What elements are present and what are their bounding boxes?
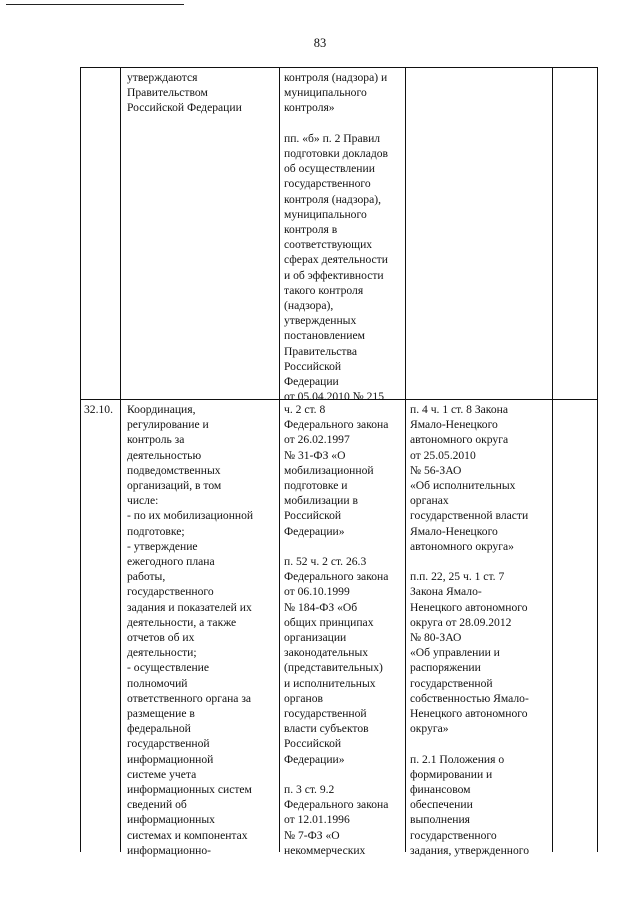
description-cell: утверждаются Правительством Российской Федерации — [127, 71, 242, 115]
column-border — [552, 67, 553, 852]
table-top-border — [80, 67, 598, 68]
regional-law-cell: п. 4 ч. 1 ст. 8 Закона Ямало-Ненецкого автономного округа от 25.05.2010 № 56-ЗАО «Об исполнительных органах государственной власти Ямало-Ненецкого автономного округа» п.п. 22, 25 ч. 1 ст. 7 Закона Ямало- Ненецкого автономного округа от 28.09.2012 № 80-ЗАО «Об управлении и распоряжении государственной собственностью Ямало- Ненецкого автономного округа» п. 2.1 Положения о формировании и финансовом обеспечении выполнения государственного задания, утвержденного — [410, 403, 530, 857]
federal-law-cell: контроля (надзора) и муниципального контроля» пп. «б» п. 2 Правил подготовки докладов об осуществлении государственного контроля (надзора), муниципального контроля в соответствующих сферах деятельности и об эффективности такого контроля (надзора), утвержденных постановлением Правительства Российской Федерации от 05.04.2010 № 215 — [284, 71, 389, 404]
column-border — [597, 67, 598, 852]
description-cell: Координация, регулирование и контроль за деятельностью подведомственных организаций, в том числе: - по их мобилизационной подготовке; - утверждение ежегодного плана работы, государственного задания и показателей их деятельности, а также отчетов об их деятельности; - осуществление полномочий ответственного органа за размещение в федеральной государственной информационной системе учета информационных систем сведений об информационных системах и компонентах информационно- — [127, 403, 254, 857]
federal-law-cell: ч. 2 ст. 8 Федерального закона от 26.02.1997 № 31-ФЗ «О мобилизационной подготовке и мобилизации в Российской Федерации» п. 52 ч. 2 ст. 26.3 Федерального закона от 06.10.1999 № 184-ФЗ «Об общих принципах организации законодательных (представительных) и исполнительных органов государственной власти субъектов Российской Федерации» п. 3 ст. 9.2 Федерального закона от 12.01.1996 № 7-ФЗ «О некоммерческих — [284, 403, 389, 857]
column-border — [405, 67, 406, 852]
column-border — [120, 67, 121, 852]
column-border — [80, 67, 81, 852]
column-border — [279, 67, 280, 852]
row-number-cell: 32.10. — [84, 403, 113, 416]
page-number: 83 — [313, 36, 327, 50]
